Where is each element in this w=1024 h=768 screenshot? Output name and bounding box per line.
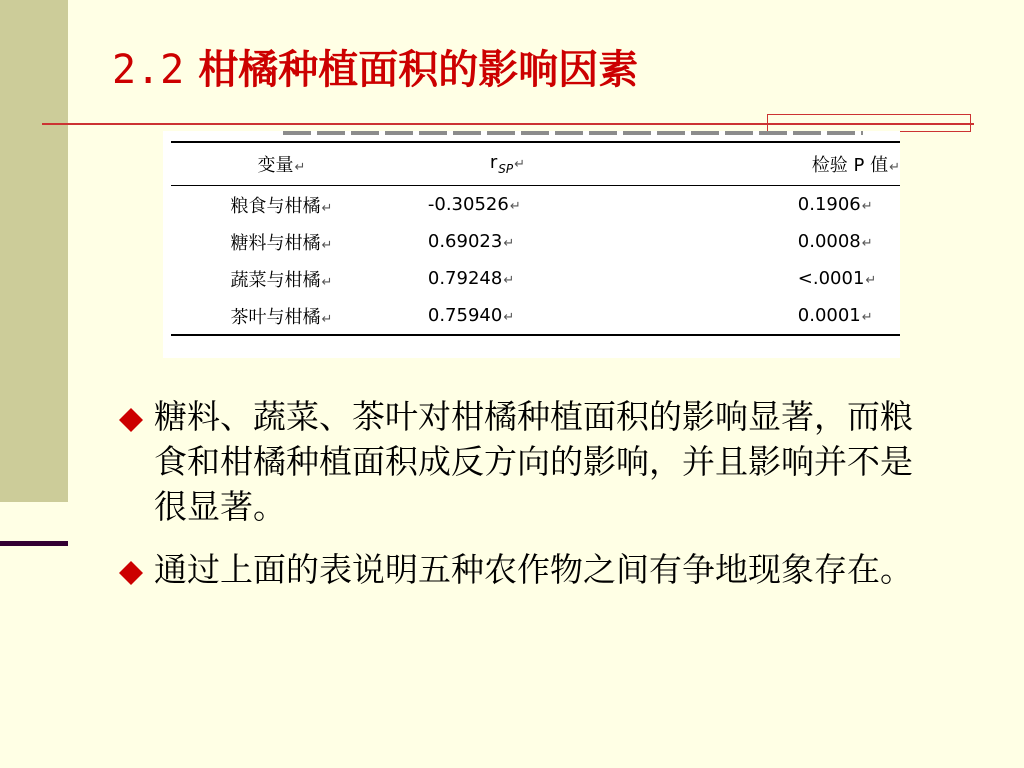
table-header-row <box>171 142 900 186</box>
bullet-text: 通过上面的表说明五种农作物之间有争地现象存在。 <box>154 550 913 589</box>
cell-p: 0.0001↵ <box>762 297 900 335</box>
table-image <box>163 131 900 358</box>
return-mark: ↵ <box>503 273 515 288</box>
cropped-caption <box>283 131 863 135</box>
cell-p: 0.1906↵ <box>797 194 873 215</box>
bullet-item <box>116 547 934 592</box>
cell-r: 0.69023↵ <box>427 231 515 252</box>
cell-p: 0.0008↵ <box>797 231 873 252</box>
cell-r: 0.75940↵ <box>392 297 762 335</box>
cell-variable: 粮食与柑橘↵ <box>230 195 333 217</box>
cell-r: -0.30526↵ <box>427 194 521 215</box>
return-mark: ↵ <box>861 236 873 251</box>
title-rule-box <box>767 114 971 132</box>
header-r-sp: $r_{SP}↵$ <box>392 142 762 186</box>
accent-bar <box>0 0 68 502</box>
diamond-bullet-icon <box>118 407 144 433</box>
return-mark: ↵ <box>861 199 873 214</box>
return-mark: ↵ <box>294 160 306 175</box>
return-mark: ↵ <box>509 199 521 214</box>
bullet-text: 糖料、蔬菜、茶叶对柑橘种植面积的影响显著，而粮食和柑橘种植面积成反方向的影响，并且影响并不是很显著。 <box>154 397 913 526</box>
slide-title <box>112 40 638 100</box>
cell-variable: 糖料与柑橘↵ <box>230 232 333 254</box>
bullet-list <box>116 394 936 610</box>
table-row <box>171 223 900 260</box>
return-mark: ↵ <box>503 310 515 325</box>
cell-r: 0.79248↵ <box>427 268 515 289</box>
return-mark: ↵ <box>321 311 333 327</box>
cell-variable: 茶叶与柑橘↵ <box>171 297 392 335</box>
diamond-bullet-icon <box>118 560 144 586</box>
table-row <box>171 297 900 335</box>
return-mark: ↵ <box>514 157 526 172</box>
title-rule-box-line <box>768 123 970 125</box>
cell-p: <.0001↵ <box>797 268 877 289</box>
accent-dash <box>0 541 68 546</box>
return-mark: ↵ <box>889 160 900 175</box>
bullet-item <box>116 394 934 529</box>
header-variable: 变量↵ <box>171 142 392 186</box>
title-number: 2.2 <box>112 47 185 93</box>
header-p-value: 检验 P 值↵ <box>762 142 900 186</box>
return-mark: ↵ <box>321 237 333 253</box>
return-mark: ↵ <box>321 274 333 290</box>
table-row <box>171 186 900 224</box>
return-mark: ↵ <box>865 273 877 288</box>
return-mark: ↵ <box>861 310 873 325</box>
return-mark: ↵ <box>503 236 515 251</box>
return-mark: ↵ <box>321 200 333 216</box>
title-text: 柑橘种植面积的影响因素 <box>198 47 639 93</box>
cell-variable: 蔬菜与柑橘↵ <box>230 269 333 291</box>
table-row <box>171 260 900 297</box>
header-r-subscript: SP <box>498 162 514 176</box>
correlation-table <box>171 141 900 336</box>
